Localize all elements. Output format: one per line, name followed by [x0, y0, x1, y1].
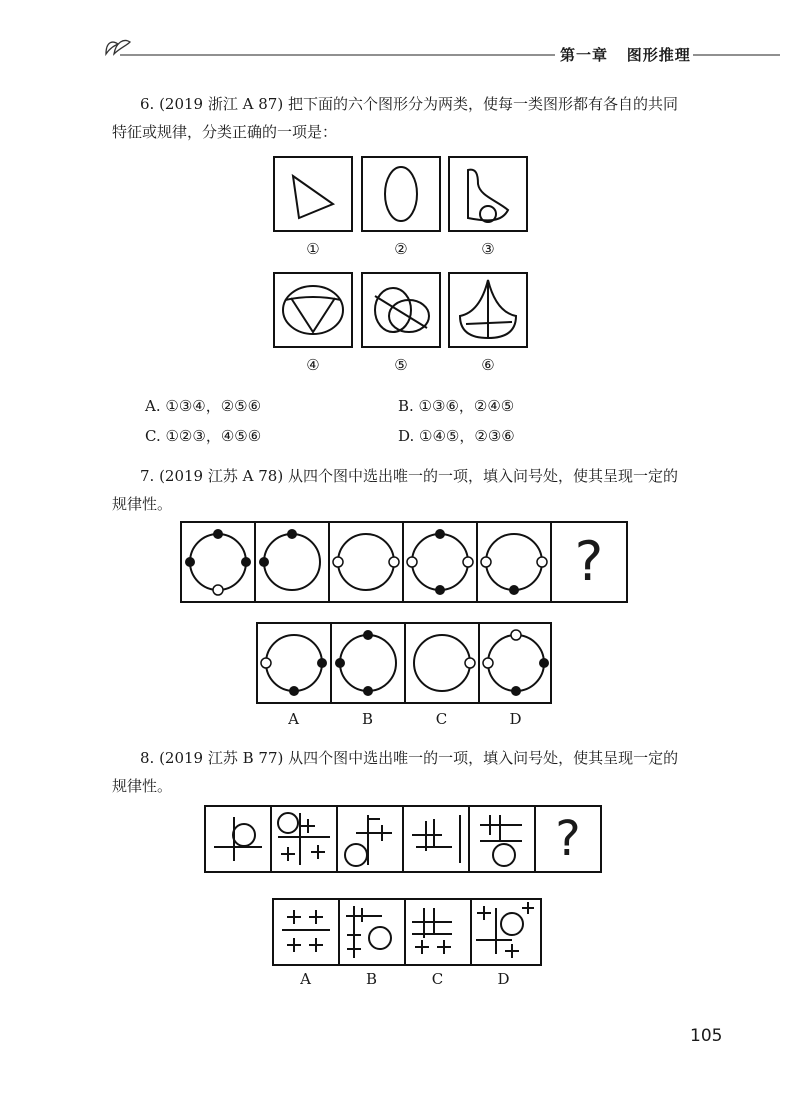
q8-seq-cell-5 — [480, 815, 522, 866]
q8-question-mark: ? — [555, 811, 581, 867]
q7-seq-cell-5 — [481, 534, 547, 595]
q6-figure-3 — [448, 156, 528, 232]
q7-answer-label-b: B — [361, 710, 374, 728]
q6-figure-5 — [361, 272, 441, 348]
q7-answer-label-d: D — [509, 710, 522, 728]
q6-text-line2: 特征或规律，分类正确的一项是： — [112, 123, 338, 141]
q6-figure-1 — [273, 156, 353, 232]
q6-label-6: ⑥ — [481, 356, 495, 374]
q8-answer-label-d: D — [497, 970, 510, 988]
q6-label-3: ③ — [481, 240, 495, 258]
q7-seq-cell-1 — [185, 529, 251, 595]
q7-question-mark: ? — [574, 530, 604, 593]
q8-seq-cell-2 — [278, 813, 330, 865]
q8-seq-cell-4 — [412, 815, 460, 863]
q7-answer-d — [483, 630, 549, 696]
q8-answer-label-c: C — [431, 970, 444, 988]
q6-label-5: ⑤ — [394, 356, 408, 374]
q7-answers — [256, 622, 552, 704]
q8-answers — [272, 898, 542, 966]
q6-option-b: B. ①③⑥，②④⑤ — [398, 397, 515, 415]
q8-text-line1: 8. (2019 江苏 B 77) 从四个图中选出唯一的一项，填入问号处，使其呈现一定的 — [140, 749, 679, 767]
q7-answer-a — [261, 635, 327, 696]
q6-label-4: ④ — [306, 356, 320, 374]
q8-text-line2: 规律性。 — [112, 777, 173, 795]
q6-figure-2 — [361, 156, 441, 232]
header-chapter: 第一章 — [560, 46, 609, 64]
q7-answer-label-a: A — [288, 710, 299, 728]
q7-answer-label-c: C — [435, 710, 448, 728]
q7-seq-cell-3 — [333, 534, 399, 590]
q6-label-2: ② — [394, 240, 408, 258]
q7-text-line1: 7. (2019 江苏 A 78) 从四个图中选出唯一的一项，填入问号处，使其呈现一定的 — [140, 467, 678, 485]
header-chapter-title — [560, 44, 691, 65]
q7-answer-b — [335, 630, 396, 696]
q8-answer-b — [346, 906, 391, 958]
q8-answer-label-a: A — [300, 970, 311, 988]
header-section: 图形推理 — [626, 46, 691, 64]
q8-answer-a — [282, 910, 330, 952]
q8-answer-label-b: B — [365, 970, 378, 988]
q6-text-line1: 6. (2019 浙江 A 87) 把下面的六个图形分为两类，使每一类图形都有各自的共同 — [140, 95, 678, 113]
q6-option-c: C. ①②③，④⑤⑥ — [145, 427, 262, 445]
q8-seq-cell-3 — [345, 815, 392, 866]
q7-text-line2: 规律性。 — [112, 495, 173, 513]
q8-answer-c — [412, 908, 452, 954]
q7-seq-cell-4 — [407, 529, 473, 595]
q7-seq-cell-2 — [259, 529, 320, 590]
page-number: 105 — [690, 1026, 723, 1046]
q6-label-1: ① — [306, 240, 320, 258]
q8-seq-cell-1 — [214, 817, 262, 861]
q6-option-d: D. ①④⑤，②③⑥ — [398, 427, 515, 445]
q8-answer-d — [476, 902, 534, 958]
q7-answer-c — [414, 635, 475, 691]
q6-figure-4 — [273, 272, 353, 348]
q6-figure-6 — [448, 272, 528, 348]
q6-option-a: A. ①③④，②⑤⑥ — [145, 397, 262, 415]
